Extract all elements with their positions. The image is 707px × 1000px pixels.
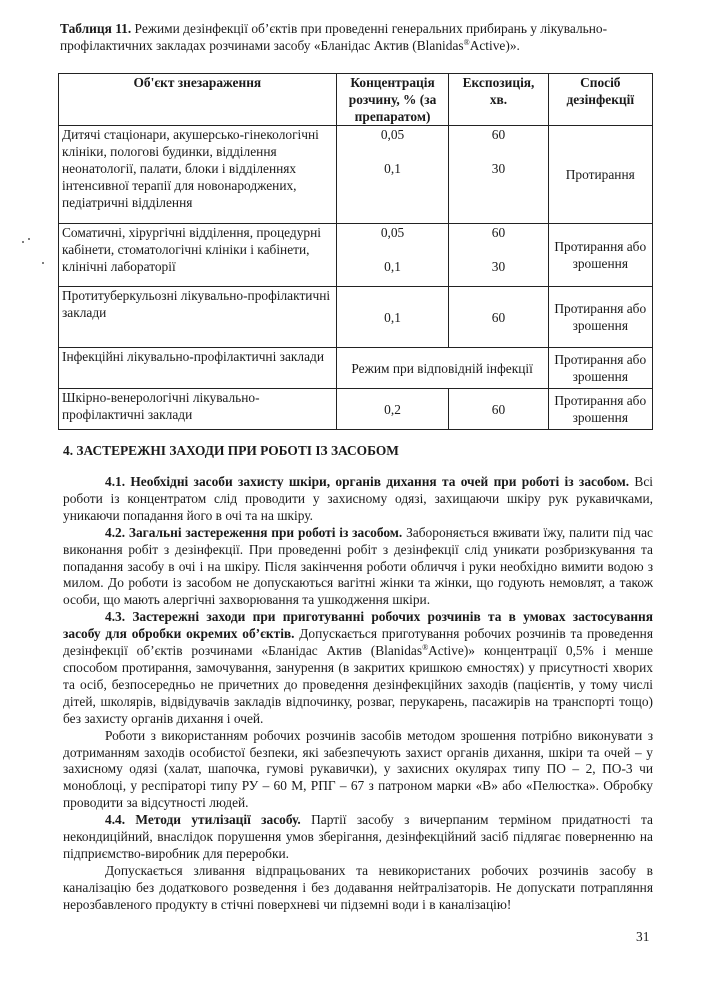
cell-method: Протирання або зрошення [548, 348, 652, 389]
header-concentration: Концентрація розчину, % (за препаратом) [336, 74, 449, 126]
cell-object: Шкірно-венерологічні лікувально-профілактичні заклади [59, 389, 337, 430]
cell-object: Інфекційні лікувально-профілактичні заклади [59, 348, 337, 389]
caption-label: Таблиця 11. [60, 21, 132, 36]
paragraph-title: 4.4. Методи утилізації засобу. [105, 812, 301, 828]
exposure-value: 60 [491, 127, 506, 142]
cell-exposure: 60 [449, 389, 548, 430]
cell-method: Протирання або зрошення [548, 389, 652, 430]
paragraph-text: Партії засобу з вичерпаним терміном придатності та некондиційний, внаслідок порушення умов зберігання, дезінфекційний засіб підлягає поверненню на підприємство-виробник для переробки. [63, 812, 653, 861]
paragraph-4-4-disposal: Допускається зливання відпрацьованих та невикористаних робочих розчинів засобу в каналізацію без додаткового розведення і без додавання нейтралізаторів. Не допускати потрапляння нерозбавленого продукту в стічні поверхневі чи підземні води і в каналізацію! [63, 862, 653, 912]
header-method: Спосіб дезінфекції [548, 74, 652, 126]
table-row [59, 348, 653, 389]
header-exposure: Експозиція, хв. [449, 74, 548, 126]
cell-object: Соматичні, хірургічні відділення, процедурні кабінети, стоматологічні клініки і кабінети, клінічні лабораторії [59, 224, 337, 287]
paragraph-4-1 [63, 474, 653, 525]
concentration-value: 0,05 [380, 127, 405, 142]
cell-method: Протирання або зрошення [548, 224, 652, 287]
paragraph-title: 4.3. Застережні заходи при приготуванні робочих розчинів та в умовах застосування засобу для обробки окремих об’єктів. [63, 609, 653, 642]
paragraph-text: Допускається приготування робочих розчинів та проведення дезінфекції об’єктів розчинами «Бланідас Актив (Blanidas [63, 626, 653, 659]
exposure-value: 60 [491, 225, 506, 240]
exposure-value: 30 [491, 161, 506, 176]
scan-speck [42, 262, 44, 264]
cell-concentration [336, 224, 449, 287]
concentration-value: 0,1 [384, 259, 401, 274]
table-row [59, 287, 653, 348]
registered-mark: ® [422, 643, 429, 653]
paragraph-4-2 [63, 525, 653, 610]
paragraph-4-4 [63, 812, 653, 863]
section-heading: 4. ЗАСТЕРЕЖНІ ЗАХОДИ ПРИ РОБОТІ ІЗ ЗАСОБОМ [63, 443, 399, 458]
cell-exposure [449, 126, 548, 224]
table-row [59, 389, 653, 430]
paragraph-4-3 [63, 609, 653, 727]
cell-object: Протитуберкульозні лікувально-профілактичні заклади [59, 287, 337, 348]
caption-text: Режими дезінфекції об’єктів при проведенні генеральних прибирань у лікувально-профілактичних закладах розчинами засобу «Бланідас Актив (Blanidas [60, 21, 608, 53]
concentration-value: 0,1 [384, 161, 401, 176]
cell-object: Дитячі стаціонари, акушерсько-гінекологічні клініки, пологові будинки, відділення неонатології, палати, блоки і відділеннях інтенсивної терапії для новонароджених, педіатричні відділення [59, 126, 337, 224]
cell-concentration [336, 126, 449, 224]
cell-exposure [449, 224, 548, 287]
cell-method: Протирання [548, 126, 652, 224]
scan-speck [22, 241, 24, 243]
paragraph-text: Забороняється вживати їжу, палити під час виконання робіт з дезінфекції. При проведенні робіт з дезінфекції слід уникати розбризкування та попадання засобу в очі і на шкіру. Після закінчення роботи обличчя і руки необхідно вимити водою з милом. До роботи із засобом не допускаються вагітні жінки та жінки, що годують немовлят, а також особи, що мають алергічні захворювання та ушкодження шкіри. [63, 524, 653, 608]
table-row [59, 224, 653, 287]
exposure-value: 30 [491, 259, 506, 274]
section-body [63, 474, 653, 914]
disinfection-table [58, 73, 653, 430]
caption-text-end: Active)». [469, 38, 520, 53]
cell-method: Протирання або зрошення [548, 287, 652, 348]
cell-concentration: 0,2 [336, 389, 449, 430]
table-row [59, 126, 653, 224]
concentration-value: 0,05 [380, 225, 405, 240]
paragraph-text: Active)» концентрації 0,5% і менше способом протирання, замочування, занурення (в закритих кришкою ємностях) у присутності хворих та осіб, безпосередньо не причетних до проведення дезінфекційних заходів (пацієнтів, у тому числі дітей, школярів, відвідувачів закладів відпочинку, розваг, перукарень, пасажирів на транспорті тощо) без захисту органів дихання і очей. [63, 643, 653, 726]
paragraph-title: 4.2. Загальні застереження при роботі із засобом. [105, 524, 403, 540]
table-caption [60, 20, 660, 54]
cell-concentration: 0,1 [336, 287, 449, 348]
cell-exposure: 60 [449, 287, 548, 348]
header-object: Об'єкт знезараження [59, 74, 337, 126]
paragraph-title: 4.1. Необхідні засоби захисту шкіри, органів дихання та очей при роботі із засобом. [105, 474, 630, 489]
page-number: 31 [636, 929, 650, 944]
paragraph-text: Всі роботи із концентратом слід проводити у захисному одязі, захищаючи шкіру рук рукавичками, уникаючи попадання його в очі та на шкіру. [63, 474, 653, 523]
scan-speck [28, 238, 30, 240]
cell-merged-regime: Режим при відповідній інфекції [336, 348, 548, 389]
paragraph-4-3-spraying: Роботи з використанням робочих розчинів засобів методом зрошення потрібно виконувати з дотриманням заходів особистої безпеки, які забезпечують захист органів дихання, шкіри та очей – у захисному одязі (халат, шапочка, гумові рукавички), у захисних окулярах типу ПО – 2, ПО-3 чи моноблоці, у респіраторі типу РУ – 60 М, РПГ – 67 з патроном марки «В» або «Пелюстка». Обробку проводити за відсутності людей. [63, 727, 653, 811]
table-header-row [59, 74, 653, 126]
registered-mark: ® [463, 38, 470, 47]
